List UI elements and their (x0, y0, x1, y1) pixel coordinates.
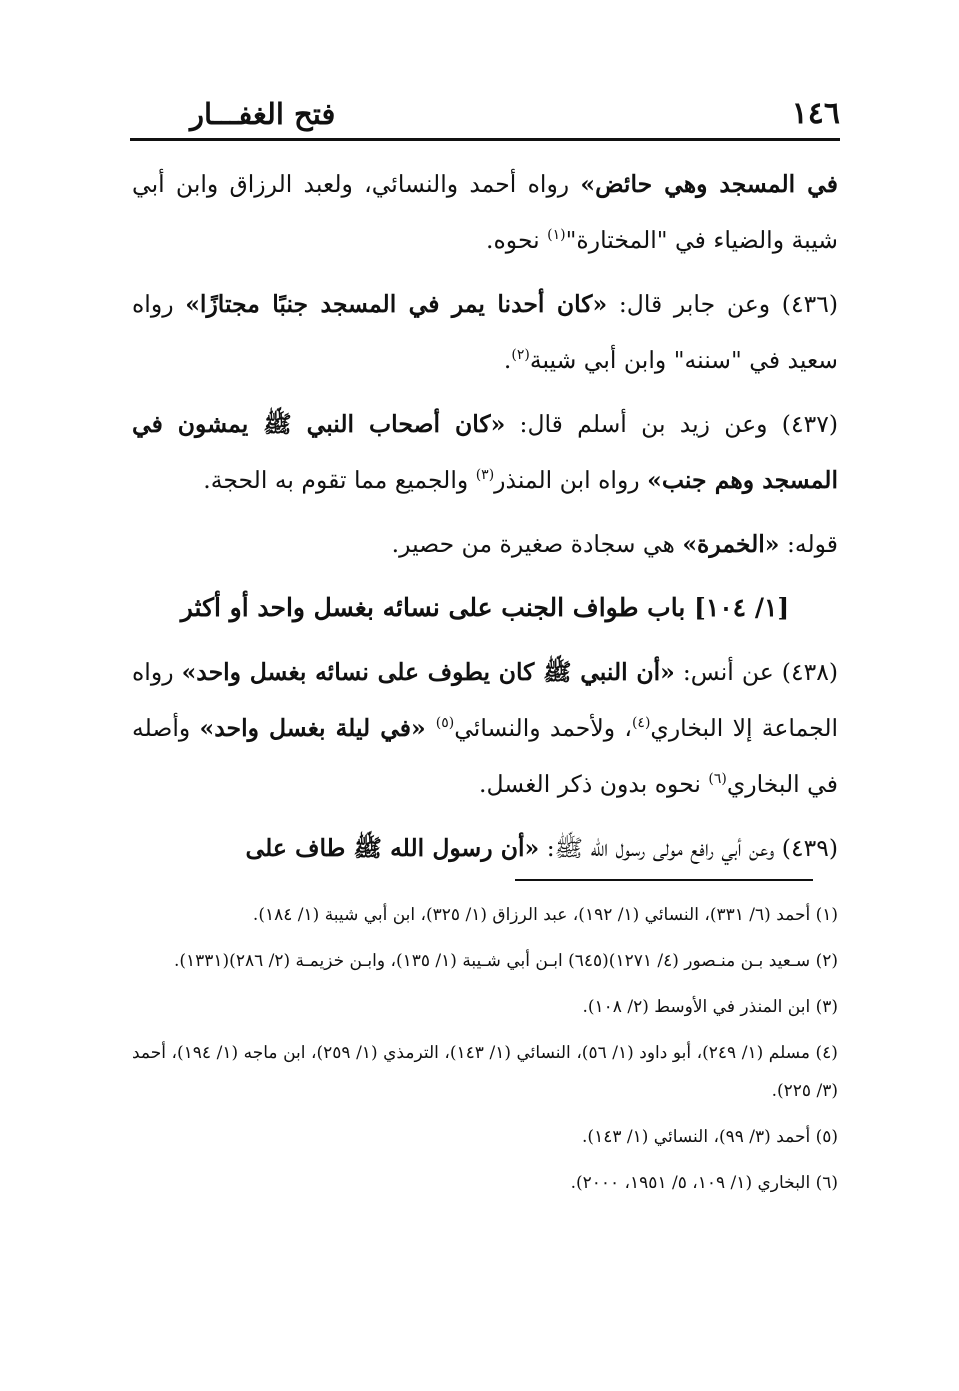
footnote-ref: (٦) (708, 771, 727, 788)
footnote-4: (٤) مسلم (١/ ٢٤٩)، أبو داود (١/ ٥٦)، النسائي (١/ ١٤٣)، الترمذي (١/ ٢٥٩)، ابن ماجه (١/ ١٩٤)، أحمد (٣/ ٢٢٥). (132, 1043, 838, 1101)
quote-bold: في المسجد وهي حائض» (580, 170, 838, 198)
quote-bold: «في ليلة بغسل واحد» (199, 714, 436, 742)
paragraph-438 (132, 644, 838, 812)
footnote-ref: (٣) (475, 467, 495, 484)
paragraph-continuation (132, 156, 838, 268)
paragraph-text: (٤٣٦) وعن جابر قال: (607, 290, 838, 318)
paragraph-436 (132, 276, 838, 388)
paragraph-end: والجميع مما تقوم به الحجة. (203, 466, 476, 494)
paragraph-tail: رواه ابن المنذر (494, 466, 648, 494)
header-rule (130, 138, 840, 141)
footnote-ref: (٤) (631, 715, 651, 732)
page-number: ١٤٦ (791, 96, 840, 131)
paragraph-tail: هي سجادة صغيرة من حصير. (391, 530, 683, 558)
paragraph-text: قوله: (779, 530, 838, 558)
paragraph-mid: ، ولأحمد والنسائي (454, 714, 632, 742)
paragraph-text: (٤٣٧) وعن زيد بن أسلم قال: (505, 410, 838, 438)
footnote-5: (٥) أحمد (٣/ ٩٩)، النسائي (١/ ١٤٣). (582, 1127, 838, 1147)
paragraph-tail: نحوه. (486, 226, 548, 254)
footnote-ref: (١) (547, 227, 566, 244)
paragraph-end: . (503, 346, 512, 374)
footnote-6: (٦) البخاري (١/ ١٠٩، ٥/ ١٩٥١، ٢٠٠٠). (570, 1173, 838, 1193)
quote-bold: «أن رسول الله ﷺ طاف على (245, 834, 540, 862)
paragraph-explanation (132, 516, 838, 572)
quote-bold: «كان أحدنا يمر في المسجد جنبًا مجتازًا» (185, 290, 608, 318)
running-title: فتح الغفـــار (190, 97, 336, 131)
chapter-heading: [١/ ١٠٤] باب طواف الجنب على نسائه بغسل واحد أو أكثر (180, 593, 790, 622)
paragraph-tail: رواه الجماعة إلا البخاري (132, 658, 839, 742)
paragraph-439 (132, 820, 838, 876)
footnote-separator (515, 879, 813, 881)
footnote-3: (٣) ابن المنذر في الأوسط (٢/ ١٠٨). (582, 997, 838, 1017)
footnote-ref: (٥) (435, 715, 455, 732)
paragraph-text: (٤٣٩) وعن أبي رافع مولى رسول الله ﷺ: (539, 834, 838, 862)
quote-bold: «أن النبي ﷺ كان يطوف على نسائه بغسل واحد» (181, 658, 675, 686)
paragraph-tail: رواه سعيد في "سننه" وابن أبي شيبة (132, 290, 838, 374)
footnote-2: (٢) سـعيد بـن منـصور (٤/ ١٢٧١)(٦٤٥) ابـن أبي شـيبة (١/ ١٣٥)، وابـن خزيمـة (٢/ ٢٨٦)(١٣٣١). (173, 951, 838, 971)
footnote-1: (١) أحمد (٦/ ٣٣١)، النسائي (١/ ١٩٢)، عبد الرزاق (١/ ٣٢٥)، ابن أبي شيبة (١/ ١٨٤). (252, 905, 838, 925)
page-header (130, 94, 840, 140)
footnote-ref: (٢) (511, 347, 530, 364)
paragraph-end: نحوه بدون ذكر الغسل. (478, 770, 709, 798)
quote-bold: «الخمرة» (682, 530, 780, 558)
main-text (132, 156, 838, 884)
quote-bold: «كان أصحاب النبي ﷺ يمشون في المسجد وهم جنب» (132, 410, 838, 494)
paragraph-tail: وأصله في البخاري (132, 714, 838, 798)
paragraph-437 (132, 396, 838, 508)
footnotes (132, 896, 838, 1210)
paragraph-text: (٤٣٨) عن أنس: (674, 658, 838, 686)
paragraph-text: رواه أحمد والنسائي، ولعبد الرزاق وابن أبي شيبة والضياء في "المختارة" (132, 170, 838, 254)
